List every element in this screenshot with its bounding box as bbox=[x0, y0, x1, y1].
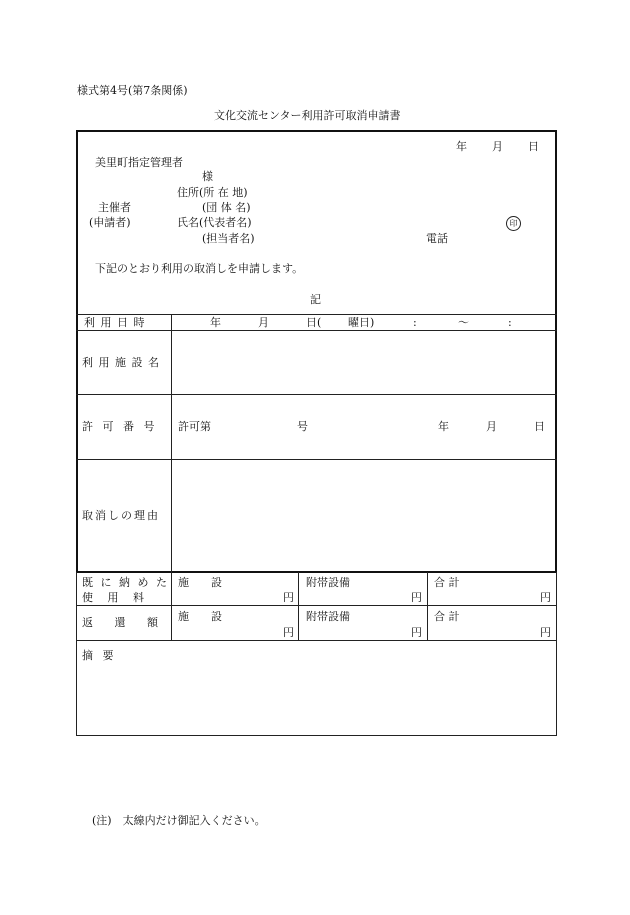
usage-day: 日( bbox=[306, 316, 322, 329]
applicant-label: (申請者) bbox=[89, 216, 131, 229]
divider-facility bbox=[76, 394, 557, 395]
permit-day: 日 bbox=[534, 420, 545, 433]
paid-total-label: 合 計 bbox=[434, 576, 460, 589]
honorific: 様 bbox=[202, 170, 213, 183]
refund-total-yen: 円 bbox=[540, 626, 551, 639]
contact-label: (担当者名) bbox=[202, 232, 255, 245]
fees-left-border bbox=[76, 572, 77, 736]
paid-fee-label-2: 使 用 料 bbox=[82, 591, 144, 604]
usage-month: 月 bbox=[258, 316, 269, 329]
fees-col-1 bbox=[171, 572, 172, 640]
fees-divider-2 bbox=[76, 640, 557, 641]
request-statement: 下記のとおり利用の取消しを申請します。 bbox=[95, 262, 304, 275]
paid-facility-label: 施 設 bbox=[178, 576, 222, 589]
fees-col-3 bbox=[427, 572, 428, 640]
name-label: 氏名(代表者名) bbox=[177, 216, 252, 229]
usage-dow: 曜日) bbox=[348, 316, 375, 329]
addressee: 美里町指定管理者 bbox=[95, 156, 183, 169]
address-label: 住所(所 在 地) bbox=[177, 186, 248, 199]
refund-label: 返 還 額 bbox=[82, 616, 167, 629]
paid-fee-label-1: 既 に 納 め た bbox=[82, 576, 169, 589]
ki-heading: 記 bbox=[310, 293, 321, 306]
usage-date-label: 利 用 日 時 bbox=[84, 316, 146, 329]
paid-facility-yen: 円 bbox=[283, 591, 294, 604]
usage-year: 年 bbox=[210, 316, 221, 329]
organizer-label: 主催者 bbox=[98, 201, 131, 214]
header-year: 年 bbox=[456, 140, 467, 153]
header-day: 日 bbox=[528, 140, 539, 153]
group-name-label: (団 体 名) bbox=[202, 201, 251, 214]
permit-prefix: 許可第 bbox=[178, 420, 211, 433]
header-month: 月 bbox=[492, 140, 503, 153]
seal-stamp: 印 bbox=[506, 216, 521, 231]
form-number: 様式第4号(第7条関係) bbox=[77, 84, 188, 97]
facility-name-field[interactable] bbox=[172, 331, 556, 394]
fees-bottom-border bbox=[76, 735, 557, 736]
cancel-reason-field[interactable] bbox=[172, 460, 556, 571]
footer-note: (注) 太線内だけ御記入ください。 bbox=[92, 814, 266, 827]
refund-equipment-yen: 円 bbox=[411, 626, 422, 639]
refund-facility-yen: 円 bbox=[283, 626, 294, 639]
refund-facility-label: 施 設 bbox=[178, 610, 222, 623]
remarks-label: 摘 要 bbox=[82, 649, 117, 662]
permit-year: 年 bbox=[438, 420, 449, 433]
paid-total-yen: 円 bbox=[540, 591, 551, 604]
paid-equipment-yen: 円 bbox=[411, 591, 422, 604]
paid-equipment-label: 附帯設備 bbox=[306, 576, 350, 589]
permit-month: 月 bbox=[486, 420, 497, 433]
time-range-tilde: ～ bbox=[458, 316, 469, 329]
fees-col-2 bbox=[298, 572, 299, 640]
time-colon-start: : bbox=[413, 316, 417, 329]
refund-equipment-label: 附帯設備 bbox=[306, 610, 350, 623]
time-colon-end: : bbox=[508, 316, 512, 329]
divider-header bbox=[76, 314, 557, 315]
permit-go: 号 bbox=[297, 420, 308, 433]
permit-number-label: 許 可 番 号 bbox=[82, 420, 158, 433]
cancel-reason-label: 取消しの理由 bbox=[82, 509, 160, 522]
fees-divider-1 bbox=[76, 605, 557, 606]
document-title: 文化交流センター利用許可取消申請書 bbox=[214, 109, 401, 122]
facility-name-label: 利 用 施 設 名 bbox=[82, 356, 160, 369]
phone-label: 電話 bbox=[426, 232, 448, 245]
refund-total-label: 合 計 bbox=[434, 610, 460, 623]
fees-right-border bbox=[556, 572, 557, 736]
